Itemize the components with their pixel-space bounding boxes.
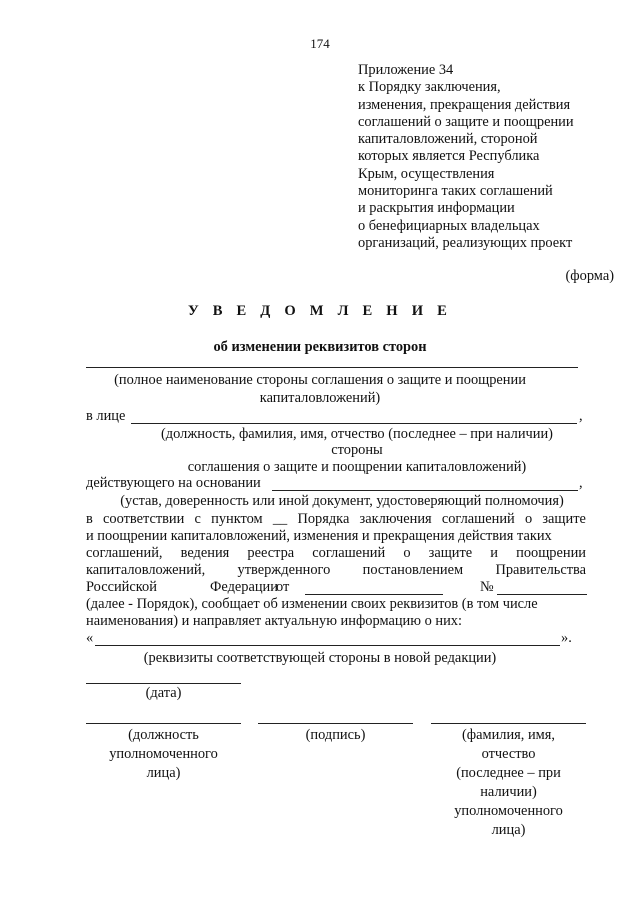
- body-word: реестра: [247, 545, 295, 561]
- in-person-label: в лице: [86, 408, 126, 424]
- page-number: 174: [310, 36, 330, 51]
- sig-hint-line: уполномоченного: [109, 746, 218, 762]
- signature-hint-column: [258, 726, 413, 745]
- in-person-line[interactable]: [131, 423, 577, 424]
- requisites-hint: (реквизиты соответствующей стороны в новой редакции): [143, 650, 497, 666]
- annex-block: [358, 62, 574, 252]
- sig-hint-line: отчество: [481, 746, 536, 762]
- signature-line[interactable]: [258, 723, 413, 724]
- annex-line: которых является Республика: [358, 148, 540, 165]
- date-hint: (дата): [145, 685, 182, 701]
- body-word: капиталовложений,: [86, 562, 206, 578]
- comma: ,: [579, 408, 583, 424]
- number-sign: №: [480, 579, 494, 595]
- decree-date-line[interactable]: [305, 594, 443, 595]
- body-line: (далее - Порядок), сообщает об изменении своих реквизитов (в том числе: [86, 596, 538, 612]
- position-hint-column: [86, 726, 241, 783]
- sig-hint-line: (фамилия, имя,: [461, 727, 556, 743]
- position-hint-3: соглашения о защите и поощрении капиталовложений): [187, 459, 527, 475]
- quote-open: «: [86, 630, 94, 646]
- requisites-line[interactable]: [95, 645, 560, 646]
- annex-line: Приложение 34: [358, 62, 454, 78]
- comma: ,: [579, 475, 583, 491]
- annex-line: изменения, прекращения действия: [358, 96, 571, 113]
- sig-hint-line: лица): [491, 822, 526, 838]
- body-word: от: [276, 579, 290, 595]
- annex-line: Крым, осуществления: [358, 165, 495, 182]
- party-name-hint: (полное наименование стороны соглашения о защите и поощрении: [114, 372, 526, 388]
- acting-basis-label: действующего на основании: [86, 475, 261, 491]
- body-word: Порядка: [297, 511, 350, 527]
- annex-line: капиталовложений, стороной: [358, 131, 538, 148]
- body-word: соглашений,: [86, 545, 163, 561]
- form-label: (форма): [565, 268, 614, 284]
- quote-close: ».: [561, 630, 572, 646]
- name-hint-column: [431, 726, 586, 840]
- sig-hint-line: (должность: [128, 727, 199, 743]
- sig-hint-line: наличии): [480, 784, 537, 800]
- body-word: о: [524, 511, 533, 527]
- body-word: с: [194, 511, 201, 527]
- body-word: __: [272, 511, 288, 527]
- body-line: [86, 545, 586, 562]
- body-word: в: [86, 511, 93, 527]
- annex-line: к Порядку заключения,: [358, 79, 501, 96]
- body-word: пунктом: [211, 511, 263, 527]
- body-word: защите: [542, 511, 586, 527]
- body-word: Федерации: [210, 579, 278, 595]
- body-line: наименования) и направляет актуальную информацию о них:: [86, 613, 462, 629]
- position-hint-2: стороны: [331, 442, 383, 458]
- basis-hint: (устав, доверенность или иной документ, удостоверяющий полномочия): [120, 493, 564, 509]
- sig-hint-line: уполномоченного: [454, 803, 563, 819]
- body-word: защите: [428, 545, 473, 561]
- position-signature-line[interactable]: [86, 723, 241, 724]
- party-name-line[interactable]: [86, 367, 578, 368]
- annex-line: о бенефициарных владельцах: [358, 217, 540, 234]
- document-title: У В Е Д О М Л Е Н И Е: [187, 303, 453, 319]
- body-word: о: [403, 545, 411, 561]
- body-word: соответствии: [103, 511, 185, 527]
- sig-hint-line: (последнее – при: [456, 765, 561, 781]
- body-word: заключения: [359, 511, 432, 527]
- annex-line: и раскрытия информации: [358, 200, 515, 217]
- document-subtitle: об изменении реквизитов сторон: [213, 339, 427, 355]
- body-word: ведения: [180, 545, 230, 561]
- body-word: утвержденного: [237, 562, 331, 578]
- body-word: соглашений: [312, 545, 386, 561]
- annex-line: мониторинга таких соглашений: [358, 183, 553, 200]
- sig-hint-line: лица): [146, 765, 181, 781]
- body-word: и: [490, 545, 498, 561]
- sig-hint-line: (подпись): [305, 727, 366, 743]
- party-name-hint-2: капиталовложений): [259, 390, 381, 406]
- body-line: и поощрении капиталовложений, изменения и прекращения действия таких: [86, 528, 552, 544]
- body-word: поощрении: [516, 545, 586, 561]
- annex-line: соглашений о защите и поощрении: [358, 113, 574, 130]
- body-line: [86, 511, 586, 528]
- decree-number-line[interactable]: [497, 594, 587, 595]
- position-hint: (должность, фамилия, имя, отчество (последнее – при наличии): [161, 426, 553, 442]
- body-word: соглашений: [441, 511, 515, 527]
- date-line[interactable]: [86, 683, 241, 684]
- body-word: постановлением: [362, 562, 464, 578]
- acting-basis-line[interactable]: [272, 490, 578, 491]
- body-word: Российской: [86, 579, 157, 595]
- body-line: [86, 562, 586, 579]
- body-word: Правительства: [495, 562, 586, 578]
- annex-line: организаций, реализующих проект: [358, 234, 573, 251]
- name-signature-line[interactable]: [431, 723, 586, 724]
